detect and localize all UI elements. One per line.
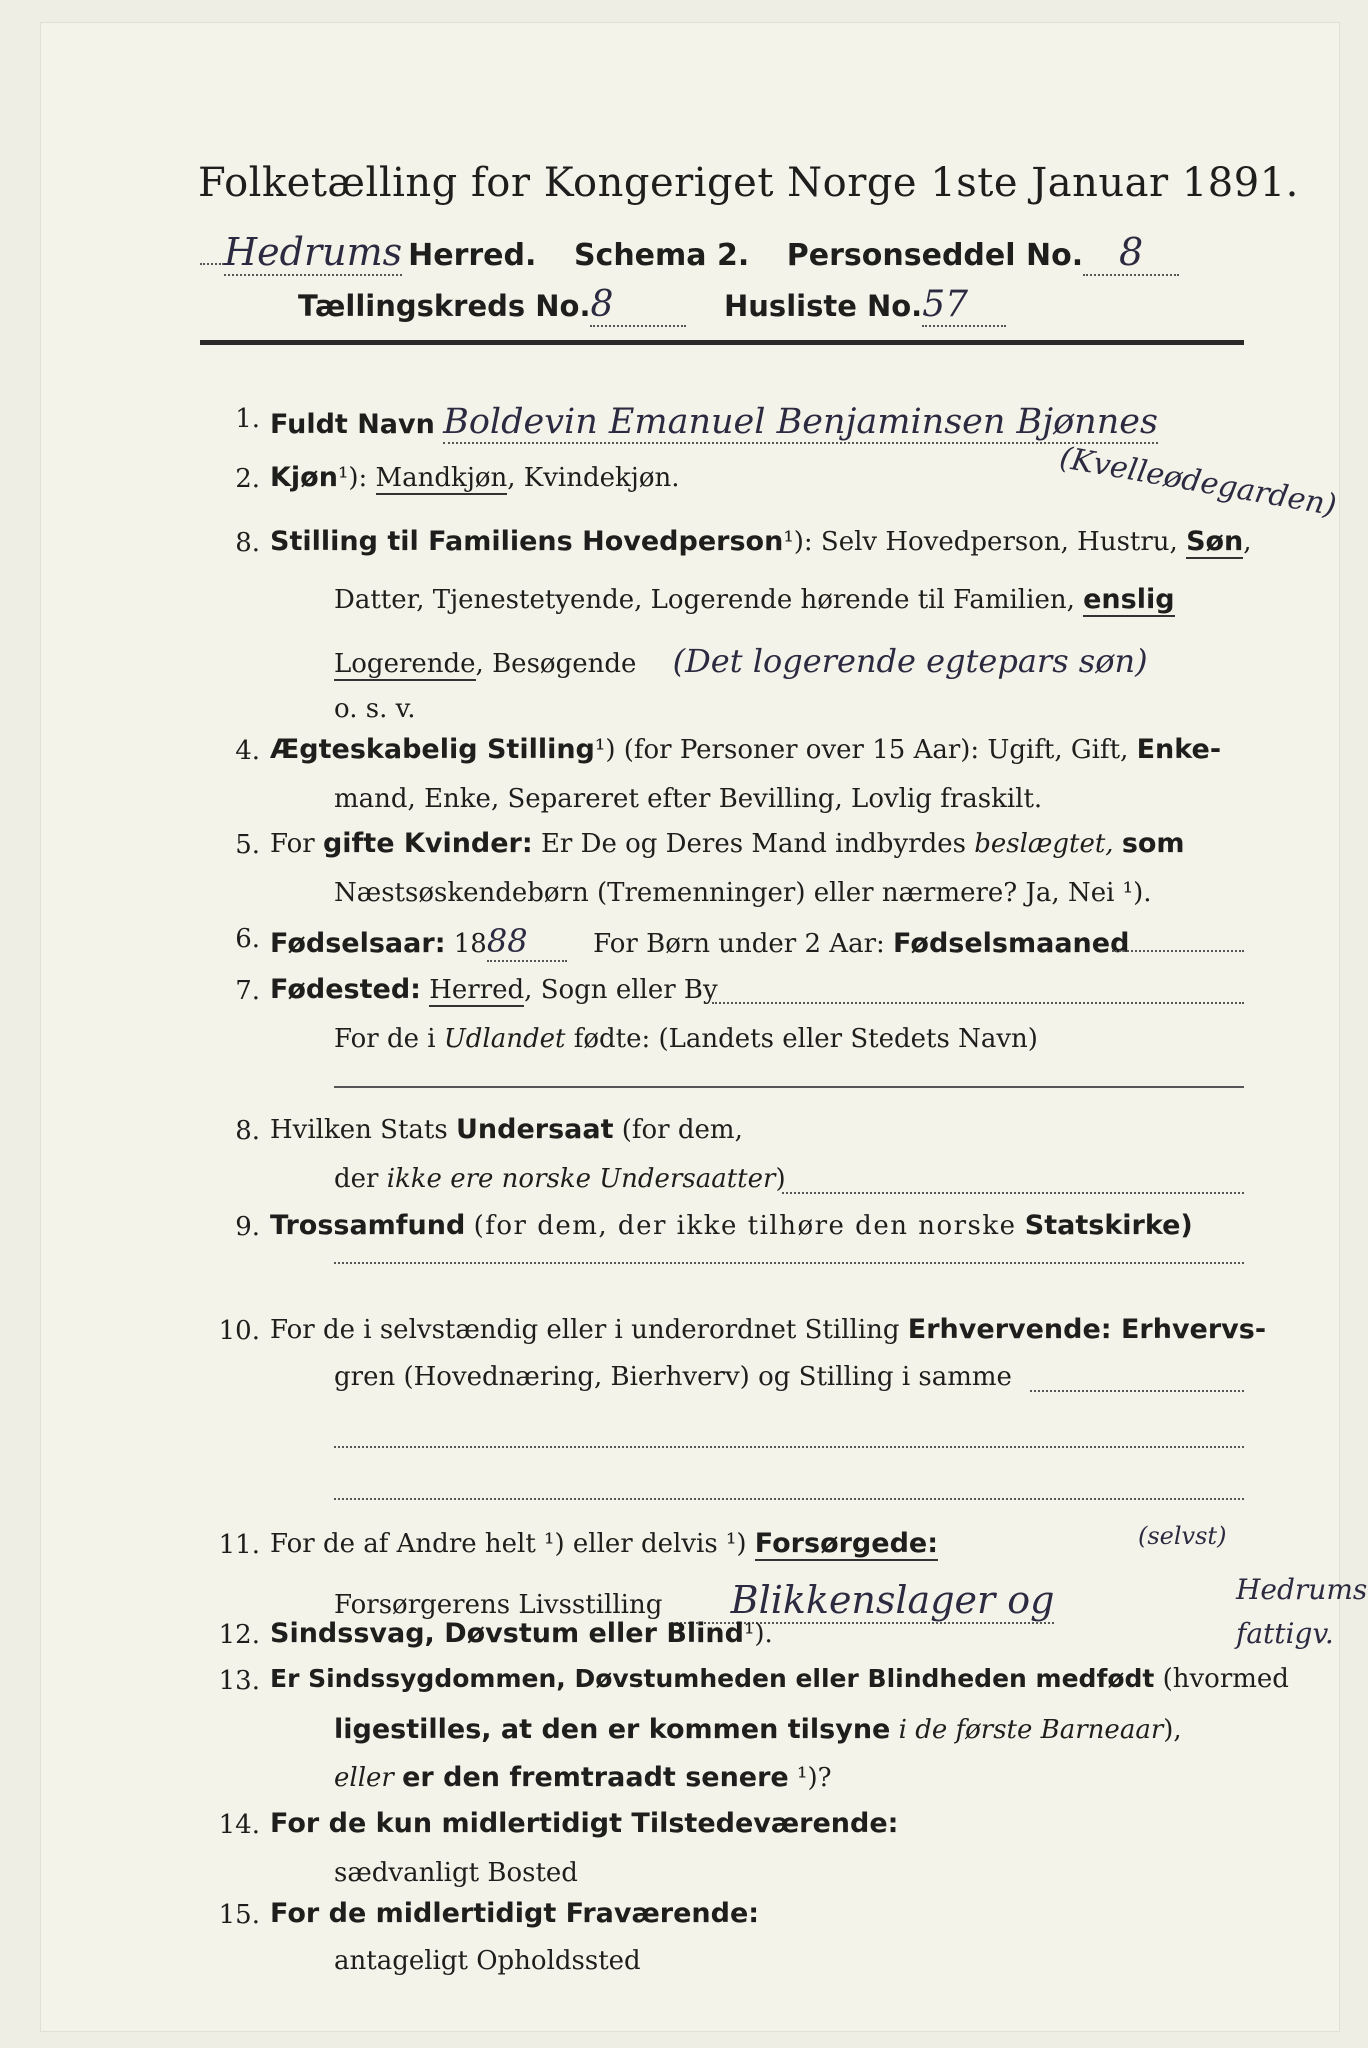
q8-number: 8. (235, 1116, 260, 1146)
q3-label: Stilling til Familiens Hovedperson (270, 526, 784, 557)
q1-label: Fuldt Navn (270, 409, 435, 440)
q5-label: gifte Kvinder: (322, 828, 533, 859)
q8-line2: der ikke ere norske Undersaatter) (334, 1164, 786, 1194)
q2-option-kvindekjon: , Kvindekjøn. (507, 463, 680, 493)
q15-row (270, 1898, 759, 1929)
q10-line2: gren (Hovednæring, Bierhverv) og Stilling i samme (334, 1362, 1012, 1392)
kreds-value: 8 (590, 284, 686, 327)
kreds-label: Tællingskreds No. (298, 289, 591, 323)
q14-row (270, 1808, 898, 1839)
q7-answer-line (334, 1086, 1244, 1088)
herred-label: Herred. (408, 238, 537, 273)
q8-line (782, 1192, 1244, 1194)
q1-number: 1. (235, 404, 260, 434)
q10-answer-line-1 (334, 1446, 1244, 1448)
q2-row: Kjøn¹): Mandkjøn, Kvindekjøn. (270, 462, 680, 493)
q8-label: Undersaat (455, 1114, 614, 1145)
q3-option-logerende: Logerende (334, 649, 476, 679)
q1-row (270, 402, 1158, 442)
q15-label: For de midlertidigt Fraværende: (270, 1898, 760, 1929)
q12-number: 12. (218, 1620, 260, 1650)
q15-number: 15. (218, 1900, 260, 1930)
kreds-row (298, 284, 1006, 327)
q11-line2: Forsørgerens Livsstilling Blikkenslager og (334, 1578, 1055, 1622)
q9-row: Trossamfund (for dem, der ikke tilhøre den norske Statskirke) (270, 1210, 1193, 1241)
q7-line (712, 1002, 1244, 1004)
q10-line (1030, 1390, 1244, 1392)
q10-number: 10. (218, 1316, 260, 1346)
q4-row: Ægteskabelig Stilling¹) (for Personer over 15 Aar): Ugift, Gift, Enke- (270, 734, 1222, 765)
q13-number: 13. (218, 1666, 260, 1696)
q8-row: Hvilken Stats Undersaat (for dem, (270, 1114, 743, 1145)
header-divider (200, 340, 1244, 345)
personseddel-label: Personseddel No. (786, 238, 1084, 273)
q14-line2: sædvanligt Bosted (334, 1858, 578, 1888)
q6-row: Fødselsaar: 1888 For Børn under 2 Aar: Fødselsmaaned (270, 922, 1130, 960)
q7-line2: For de i Udlandet fødte: (Landets eller Stedets Navn) (334, 1024, 1038, 1054)
personseddel-value: 8 (1083, 230, 1179, 276)
husliste-label: Husliste No. (724, 289, 923, 323)
q5-number: 5. (235, 830, 260, 860)
q1-value: Boldevin Emanuel Benjaminsen Bjønnes (443, 402, 1158, 442)
q14-label: For de kun midlertidigt Tilstedeværende: (270, 1808, 899, 1839)
q7-label: Fødested: (270, 974, 421, 1005)
q3-option-enslig: enslig (1083, 584, 1175, 615)
herred-value: Hedrums (224, 230, 403, 274)
q7-option-herred: Herred (429, 975, 525, 1005)
q10-label: Erhvervende: Erhvervs- (907, 1314, 1267, 1345)
q2-option-mandkjon: Mandkjøn (375, 463, 508, 493)
q10-answer-line-2 (334, 1498, 1244, 1500)
q4-label: Ægteskabelig Stilling (270, 734, 595, 765)
q6-month-line (1112, 950, 1244, 952)
q11-number: 11. (218, 1530, 260, 1560)
q5-row: For gifte Kvinder: Er De og Deres Mand indbyrdes beslægtet, som (270, 828, 1185, 859)
q3-row: Stilling til Familiens Hovedperson¹): Selv Hovedperson, Hustru, Søn, (270, 526, 1252, 557)
q15-line2: antageligt Opholdssted (334, 1946, 641, 1976)
q2-number: 2. (235, 464, 260, 494)
q9-answer-line (334, 1262, 1244, 1264)
q3-line2: Datter, Tjenestetyende, Logerende hørende til Familien, enslig (334, 584, 1175, 615)
herred-row (200, 230, 1179, 276)
q14-number: 14. (218, 1810, 260, 1840)
q2-label: Kjøn (270, 462, 338, 493)
q1-value-continued: (Kvelleødegarden) (1056, 440, 1339, 524)
census-form-page (40, 22, 1368, 2032)
q11-provider-value: Blikkenslager og (671, 1578, 1055, 1624)
q6-label: Fødselsaar: (270, 928, 446, 959)
q3-option-son: Søn (1186, 526, 1244, 557)
schema-label: Schema 2. (573, 238, 750, 273)
q10-row: For de i selvstændig eller i underordnet Stilling Erhvervende: Erhvervs- (270, 1314, 1267, 1345)
q9-number: 9. (235, 1212, 260, 1242)
q5-line2: Næstsøskendebørn (Tremenninger) eller nærmere? Ja, Nei ¹). (334, 878, 1152, 908)
q13-row: Er Sindssygdommen, Døvstumheden eller Blindheden medfødt (hvormed (270, 1664, 1289, 1694)
q9-label: Trossamfund (270, 1210, 466, 1241)
q4-line2: mand, Enke, Separeret efter Bevilling, Lovlig fraskilt. (334, 784, 1043, 814)
q11-row: For de af Andre helt ¹) eller delvis ¹) Forsørgede: (270, 1528, 939, 1559)
q11-provider-value-end: Hedrums fattigv. (1236, 1573, 1368, 1650)
q13-line2: ligestilles, at den er kommen tilsyne i de første Barneaar), (334, 1714, 1182, 1745)
q3-line3: Logerende, Besøgende (Det logerende egtepars søn) (334, 642, 1148, 680)
form-title: Folketælling for Kongeriget Norge 1ste Januar 1891. (198, 160, 1299, 206)
q6-number: 6. (235, 924, 260, 954)
q12-label: Sindssvag, Døvstum eller Blind (270, 1618, 744, 1649)
q7-row: Fødested: Herred, Sogn eller By (270, 974, 718, 1005)
q4-number: 4. (235, 736, 260, 766)
q6-birth-year-value: 88 (487, 922, 567, 962)
q3-number: 8. (235, 528, 260, 558)
q13-label: Er Sindssygdommen, Døvstumheden eller Blindheden medfødt (270, 1664, 1155, 1693)
q13-line3: eller er den fremtraadt senere ¹)? (334, 1762, 832, 1793)
q3-handwritten-note: (Det logerende egtepars søn) (672, 642, 1148, 680)
q7-number: 7. (235, 976, 260, 1006)
husliste-value: 57 (922, 284, 1006, 327)
q11-label: Forsørgede: (754, 1528, 939, 1559)
q12-row: Sindssvag, Døvstum eller Blind¹). (270, 1618, 773, 1649)
q3-line4: o. s. v. (334, 694, 416, 724)
q11-provider-note: (selvst) (1138, 1522, 1227, 1550)
